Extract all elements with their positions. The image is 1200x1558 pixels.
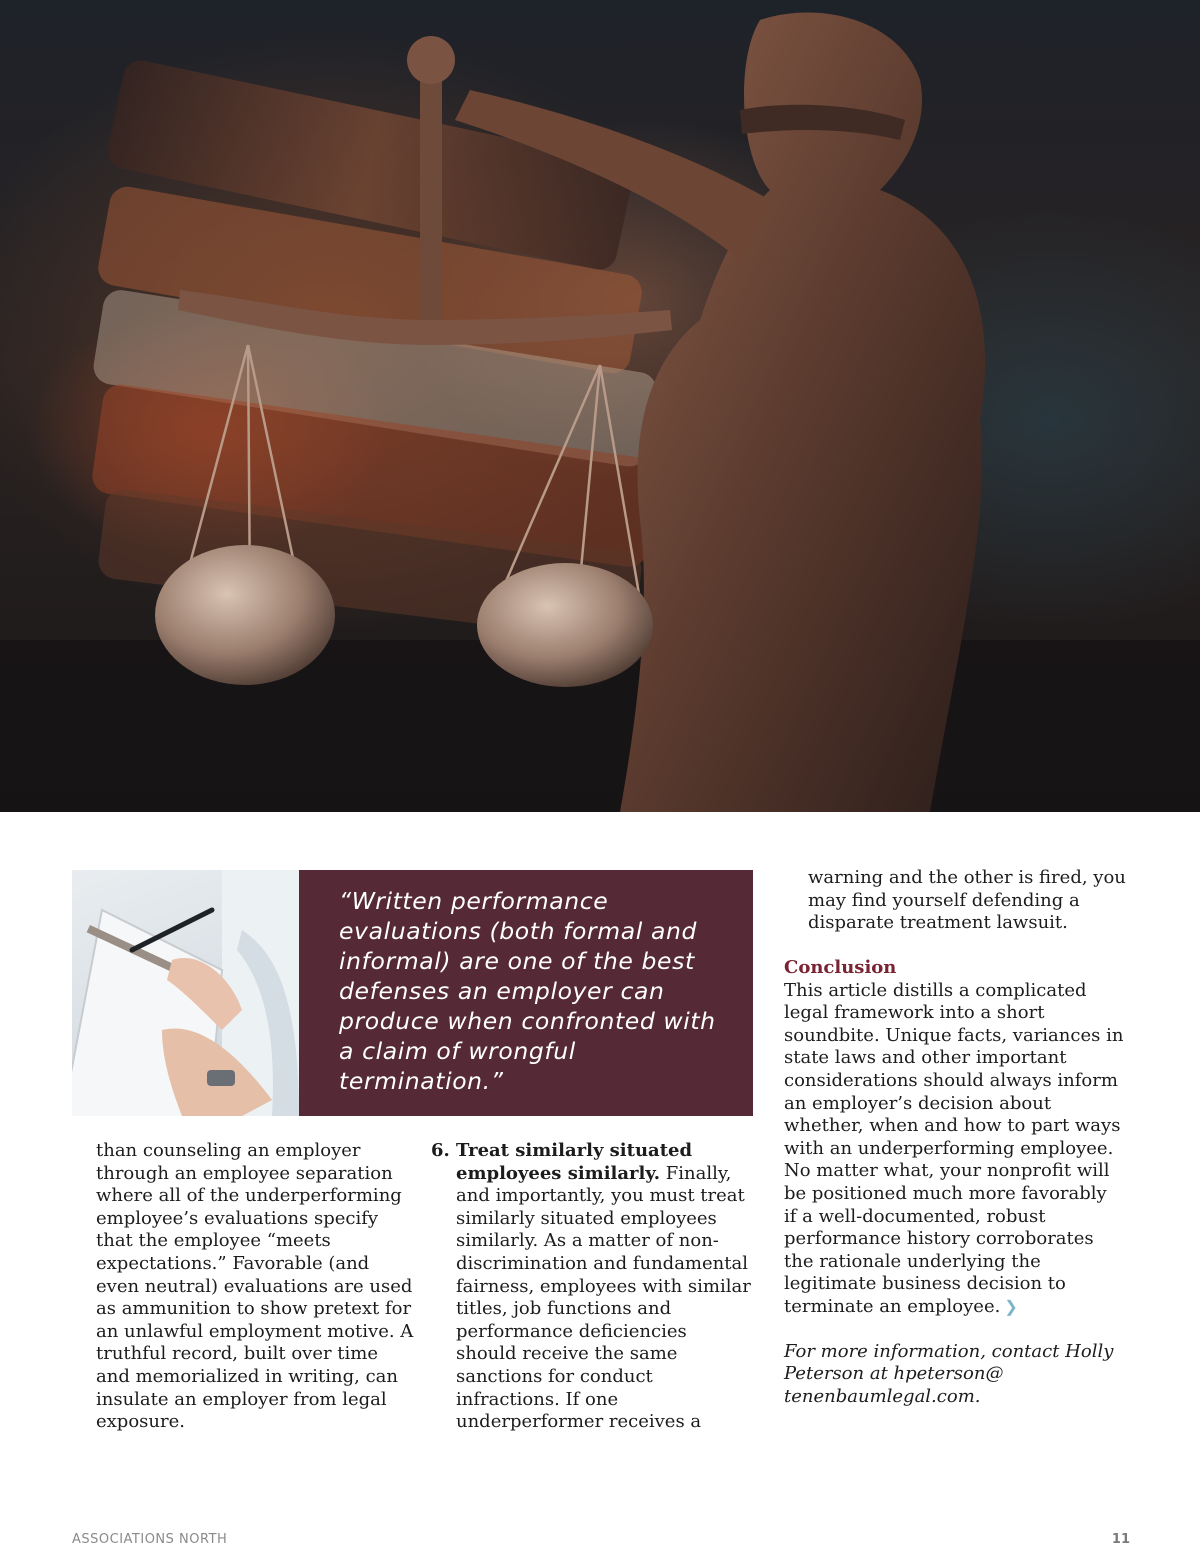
article-column-3 [784,957,1124,1408]
pull-quote-box [299,870,753,1116]
list-item-6 [456,1140,751,1434]
end-mark-icon: ❯ [1004,1296,1018,1316]
article-column-2 [431,1140,751,1434]
continued-text: warning and the other is fired, you may find yourself defending a disparate treatment lawsuit. [808,867,1126,934]
pull-quote-text: “Written performance evaluations (both formal and informal) are one of the best defenses an employer can produce when confronted with a claim of wrongful termination.” [339,887,716,1095]
conclusion-heading: Conclusion [784,957,897,978]
list-item-text: Finally, and importantly, you must treat similarly situated employees similarly. As a matter of non-discrimination and fundamental fairness, employees with similar titles, job functions and performance deficiencies should receive the same sanctions for conduct infractions. If one underperformer receives a [456,1162,751,1433]
column-1-text: than counseling an employer through an employee separation where all of the underperforming employee’s evaluations specify that the employee “meets expectations.” Favorable (and even neutral) evaluations are used as ammunition to show pretext for an unlawful employment motive. A truthful record, built over time and memorialized in writing, can insulate an employer from legal exposure. [96,1140,414,1433]
list-item-heading: Treat similarly situated employees similarly. [456,1140,693,1184]
contact-info: For more information, contact Holly Peterson at hpeterson@ tenenbaumlegal.com. [784,1340,1114,1407]
list-item-number: 6. [431,1140,450,1161]
article-column-3-continued [808,867,1128,935]
conclusion-body: This article distills a complicated legal framework into a short soundbite. Unique facts, variances in state laws and other important considerations should always inform an employer’s decision about whether, when and how to part ways with an underperforming employee. No matter what, your nonprofit will be positioned much more favorably if a well-documented, robust performance history corroborates the rationale underlying the legitimate business decision to terminate an employee. [784,979,1124,1317]
conclusion-text [784,980,1124,1319]
article-column-1 [96,1140,416,1434]
publication-name: ASSOCIATIONS NORTH [72,1532,228,1547]
clipboard-photo [72,870,299,1116]
hand-writing-on-clipboard-image [72,870,299,1116]
page-number: 11 [1111,1532,1130,1547]
